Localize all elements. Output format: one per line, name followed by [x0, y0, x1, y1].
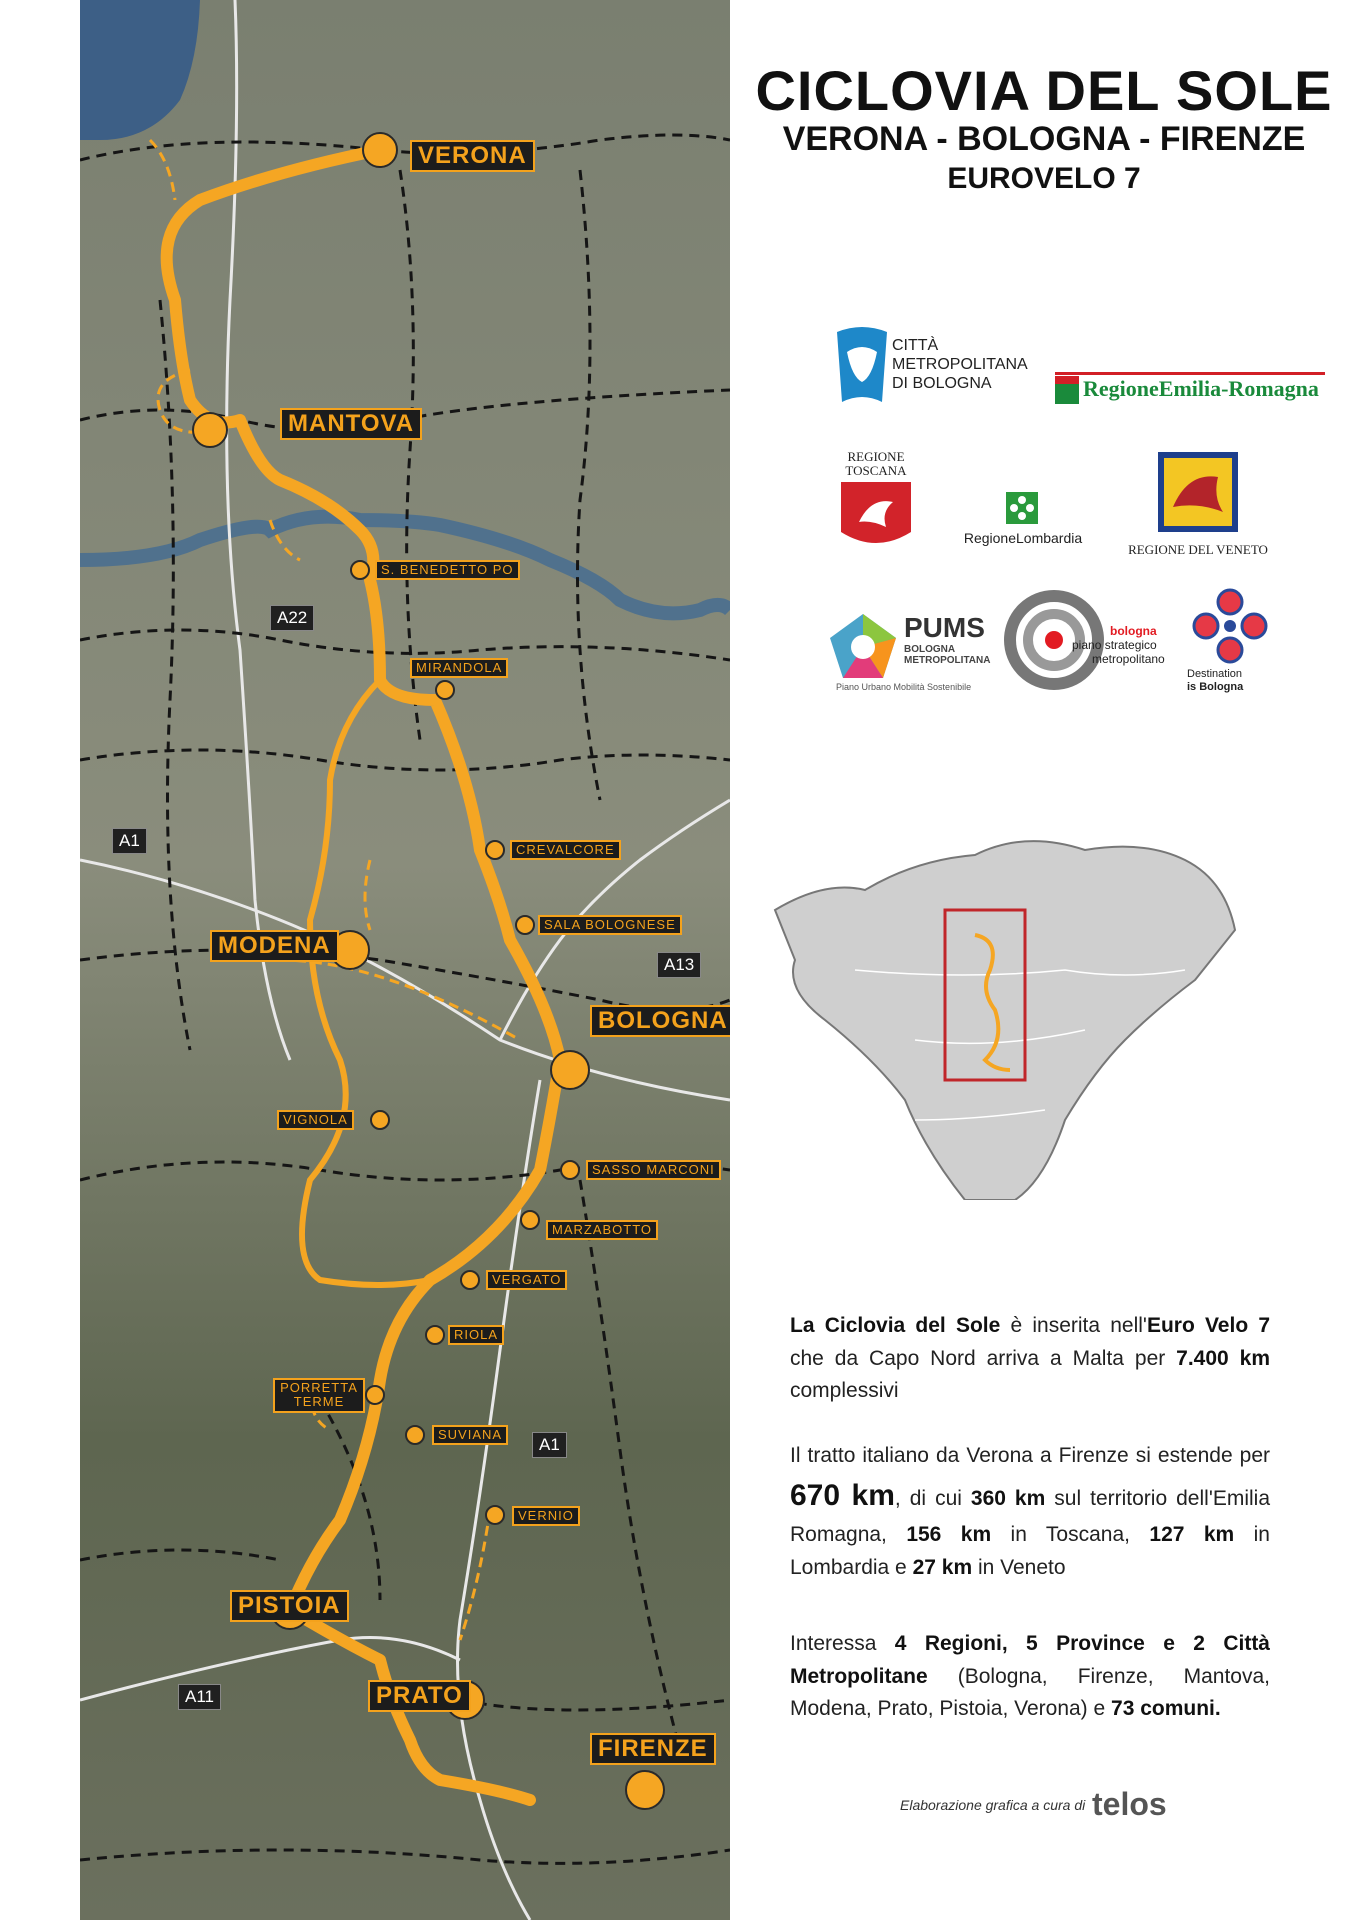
text-p2-c: , di cui — [894, 1486, 971, 1510]
label-prato: PRATO — [368, 1680, 471, 1712]
text-p2-f: 156 km — [906, 1523, 992, 1547]
text-p1-c: Euro Velo 7 — [1146, 1314, 1271, 1337]
road-a13: A13 — [657, 952, 701, 978]
emilia-text: RegioneEmilia-Romagna — [1083, 376, 1319, 401]
label-riola: RIOLA — [448, 1325, 504, 1345]
text-p2-k: in Veneto — [972, 1555, 1066, 1579]
psm-line-2: piano strategico — [1072, 638, 1157, 652]
logo-telos: telos — [1092, 1786, 1167, 1822]
emilia-line — [1055, 372, 1325, 375]
eurovelo-subtitle: EUROVELO 7 — [947, 162, 1141, 195]
label-vernio: VERNIO — [512, 1506, 580, 1526]
paragraph-eurovelo — [790, 1310, 1270, 1408]
text-p2-e: sul territorio dell'Emilia Romagna, — [790, 1486, 1270, 1547]
text-p2-h: 127 km — [1149, 1523, 1235, 1547]
text-p1-b: è inserita nell' — [1000, 1314, 1147, 1337]
text-p2-g: in Toscana, — [991, 1523, 1150, 1547]
road-a1-south: A1 — [532, 1432, 567, 1458]
text-p3-a: Interessa — [790, 1632, 895, 1655]
text-p1-d: che da Capo Nord arriva a Malta per — [790, 1346, 1177, 1370]
text-p2-d: 360 km — [970, 1486, 1046, 1510]
route-map — [80, 0, 730, 1920]
label-marzabotto: MARZABOTTO — [546, 1220, 658, 1240]
logo-regione-toscana — [836, 450, 916, 560]
inset-land — [775, 841, 1235, 1200]
text-p3-c: (Bologna, Firenze, Mantova, Modena, Prato, Pistoia, Verona) e — [790, 1664, 1270, 1721]
terrain-background — [80, 0, 730, 1920]
cm-line-1: CITTÀ — [892, 337, 939, 354]
logo-piano-strategico — [1002, 588, 1202, 698]
logo-citta-metropolitana-bologna — [832, 322, 1032, 407]
pums-sub-1: BOLOGNA — [904, 644, 956, 655]
label-mantova: MANTOVA — [280, 408, 422, 440]
cm-line-3: DI BOLOGNA — [892, 375, 992, 392]
label-s-benedetto-po: S. BENEDETTO PO — [375, 560, 520, 580]
psm-line-3: metropolitano — [1092, 652, 1165, 666]
cm-line-2: METROPOLITANA — [892, 356, 1028, 373]
lombardia-text: RegioneLombardia — [963, 530, 1083, 546]
lion-of-st-mark-icon — [1158, 452, 1238, 532]
text-p1-a: La Ciclovia del Sole — [790, 1314, 1001, 1337]
pums-sub-2: METROPOLITANA — [904, 655, 991, 666]
destination-line-1: Destination — [1187, 668, 1243, 680]
rosa-camuna-icon — [1006, 492, 1038, 524]
text-p3-d: 73 comuni. — [1111, 1697, 1221, 1721]
lion-icon — [832, 322, 892, 407]
label-crevalcore: CREVALCORE — [510, 840, 621, 860]
destination-line-2: is Bologna — [1187, 681, 1244, 693]
text-p1-e: 7.400 km — [1176, 1346, 1270, 1370]
info-panel — [730, 0, 1358, 1920]
destination-rosette-icon — [1192, 588, 1268, 664]
text-p3-b: 4 Regioni, 5 Province e 2 Città Metropolitane — [790, 1632, 1270, 1688]
psm-line-1: bologna — [1110, 624, 1157, 638]
veneto-text: REGIONE DEL VENETO — [1128, 542, 1268, 557]
credit-text: Elaborazione grafica a cura di — [900, 1797, 1086, 1813]
label-firenze: FIRENZE — [590, 1733, 716, 1765]
label-sala-bolognese: SALA BOLOGNESE — [538, 915, 682, 935]
label-bologna: BOLOGNA — [590, 1005, 730, 1037]
logo-regione-veneto — [1123, 452, 1273, 562]
paragraph-tratto-italiano — [790, 1440, 1270, 1584]
text-p2-a: Il tratto italiano da Verona a Firenze si estende per — [790, 1444, 1270, 1467]
label-modena: MODENA — [210, 930, 339, 962]
logo-destination-bologna — [1187, 588, 1282, 698]
label-sasso-marconi: SASSO MARCONI — [586, 1160, 721, 1180]
italy-inset-map — [765, 820, 1245, 1200]
label-verona: VERONA — [410, 140, 535, 172]
label-vignola: VIGNOLA — [277, 1110, 354, 1130]
road-a11: A11 — [178, 1684, 221, 1710]
route-subtitle: VERONA - BOLOGNA - FIRENZE — [782, 120, 1306, 158]
toscana-line-2: TOSCANA — [845, 463, 907, 478]
pums-caption: Piano Urbano Mobilità Sostenibile — [836, 682, 972, 692]
text-p2-i: in Lombardia e — [790, 1523, 1270, 1579]
paragraph-interessa — [790, 1628, 1270, 1726]
emilia-flag-icon — [1055, 376, 1079, 404]
logo-pums — [828, 612, 1028, 692]
label-vergato: VERGATO — [486, 1270, 567, 1290]
main-title: CICLOVIA DEL SOLE — [755, 59, 1333, 122]
logo-regione-lombardia — [948, 492, 1098, 552]
pums-title: PUMS — [904, 612, 985, 643]
text-p2-j: 27 km — [912, 1555, 973, 1579]
text-p2-b: 670 km — [790, 1478, 895, 1512]
pums-pentagon-icon — [828, 612, 898, 682]
road-a1-north: A1 — [112, 828, 147, 854]
map-canvas — [80, 0, 730, 1920]
toscana-line-1: REGIONE — [847, 449, 905, 464]
label-pistoia: PISTOIA — [230, 1590, 349, 1622]
text-p1-f: complessivi — [790, 1379, 899, 1403]
label-mirandola: MIRANDOLA — [410, 658, 508, 678]
road-a22: A22 — [270, 605, 314, 631]
pegasus-icon — [841, 482, 911, 554]
label-suviana: SUVIANA — [432, 1425, 508, 1445]
label-porretta-terme: PORRETTA TERME — [273, 1378, 365, 1413]
logo-regione-emilia-romagna — [1055, 372, 1325, 406]
